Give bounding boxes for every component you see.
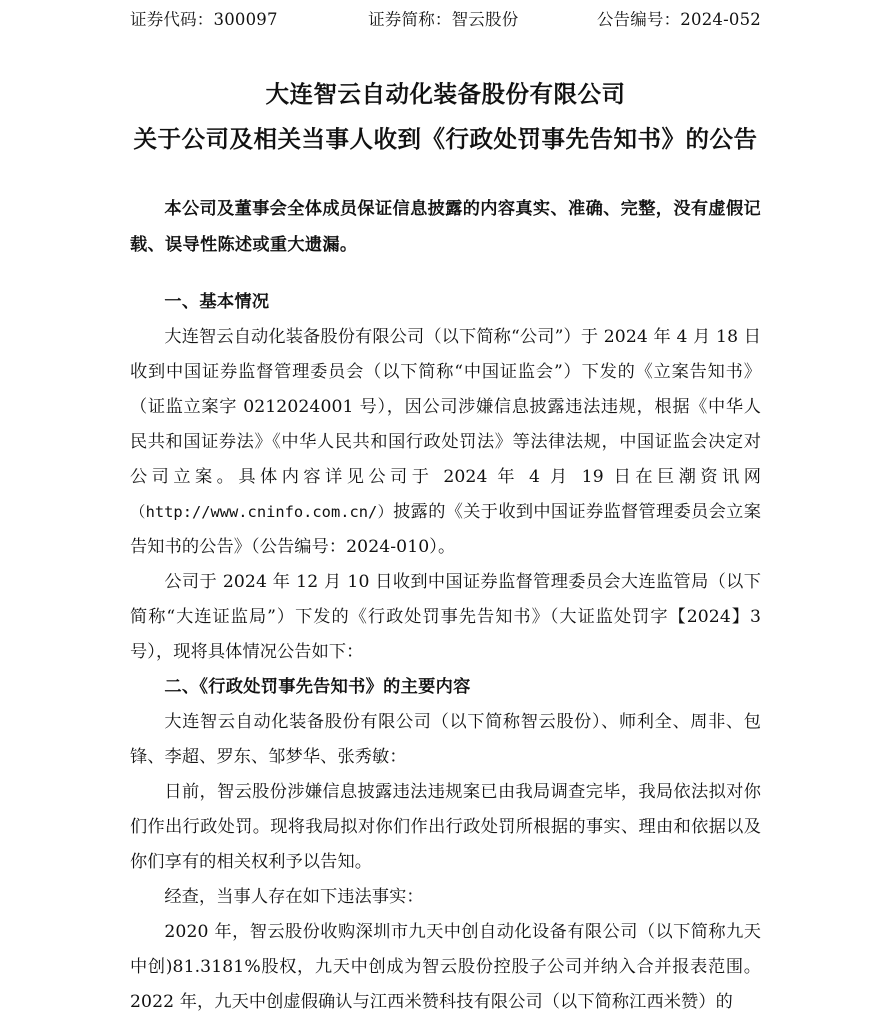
paragraph-prior-notice-received: 公司于 2024 年 12 月 10 日收到中国证券监督管理委员会大连监管局（以下简称“大连证监局”）下发的《行政处罚事先告知书》（大证监处罚字【2024】3 号），现将具体情况公告如下： [130,572,761,662]
document-header [130,0,761,31]
paragraph-investigation-notice: 日前，智云股份涉嫌信息披露违法违规案已由我局调查完毕，我局依法拟对你们作出行政处罚。现将我局拟对你们作出行政处罚所根据的事实、理由和依据以及你们享有的相关权利予以告知。 [130,782,761,872]
section-heading-main-content: 二、《行政处罚事先告知书》的主要内容 [164,677,471,697]
paragraph-acquisition-facts: 2020 年，智云股份收购深圳市九天中创自动化设备有限公司（以下简称九天中创)81.3181%股权，九天中创成为智云股份控股子公司并纳入合并报表范围。2022 年，九天中创虚假确认与江西米赞科技有限公司（以下简称江西米赞）的 [130,922,761,1012]
spacer [130,161,761,191]
security-code: 证券代码：300097 [130,10,278,29]
announcement-subject-title: 关于公司及相关当事人收到《行政处罚事先告知书》的公告 [133,125,758,153]
announcement-number: 公告编号：2024-052 [596,10,761,29]
disclaimer-statement: 本公司及董事会全体成员保证信息披露的内容真实、准确、完整，没有虚假记载、误导性陈述或重大遗漏。 [130,199,761,255]
paragraph-parties-list: 大连智云自动化装备股份有限公司（以下简称智云股份）、师利全、周非、包锋、李超、罗东、邹梦华、张秀敏： [130,712,761,767]
paragraph-case-filing-tail: 披露的《关于收到中国证券监督管理委员会立案告知书的公告》（公告编号：2024-010）。 [130,502,761,557]
section-heading-basic-situation: 一、基本情况 [164,292,270,312]
paragraph-findings-intro: 经查，当事人存在如下违法事实： [164,887,424,907]
paragraph-case-filing-text: 大连智云自动化装备股份有限公司（以下简称“公司”）于 2024 年 4 月 18 日收到中国证券监督管理委员会（以下简称“中国证监会”）下发的《立案告知书》（证监立案字 0212024001 号），因公司涉嫌信息披露违法违规，根据《中华人民共和国证券法》《中华人民共和国行政处罚法》等法律法规，中国证监会决定对公司立案。具体内容详见公司于 2024 年 4 月 19 日在巨潮资讯网 [130,327,761,487]
cninfo-url: （http://www.cninfo.com.cn/） [130,503,394,521]
paragraph-case-filing [130,320,761,565]
spacer [130,263,761,285]
title-block [130,72,761,161]
security-name: 证券简称：智云股份 [368,10,519,29]
company-title: 大连智云自动化装备股份有限公司 [265,80,626,108]
